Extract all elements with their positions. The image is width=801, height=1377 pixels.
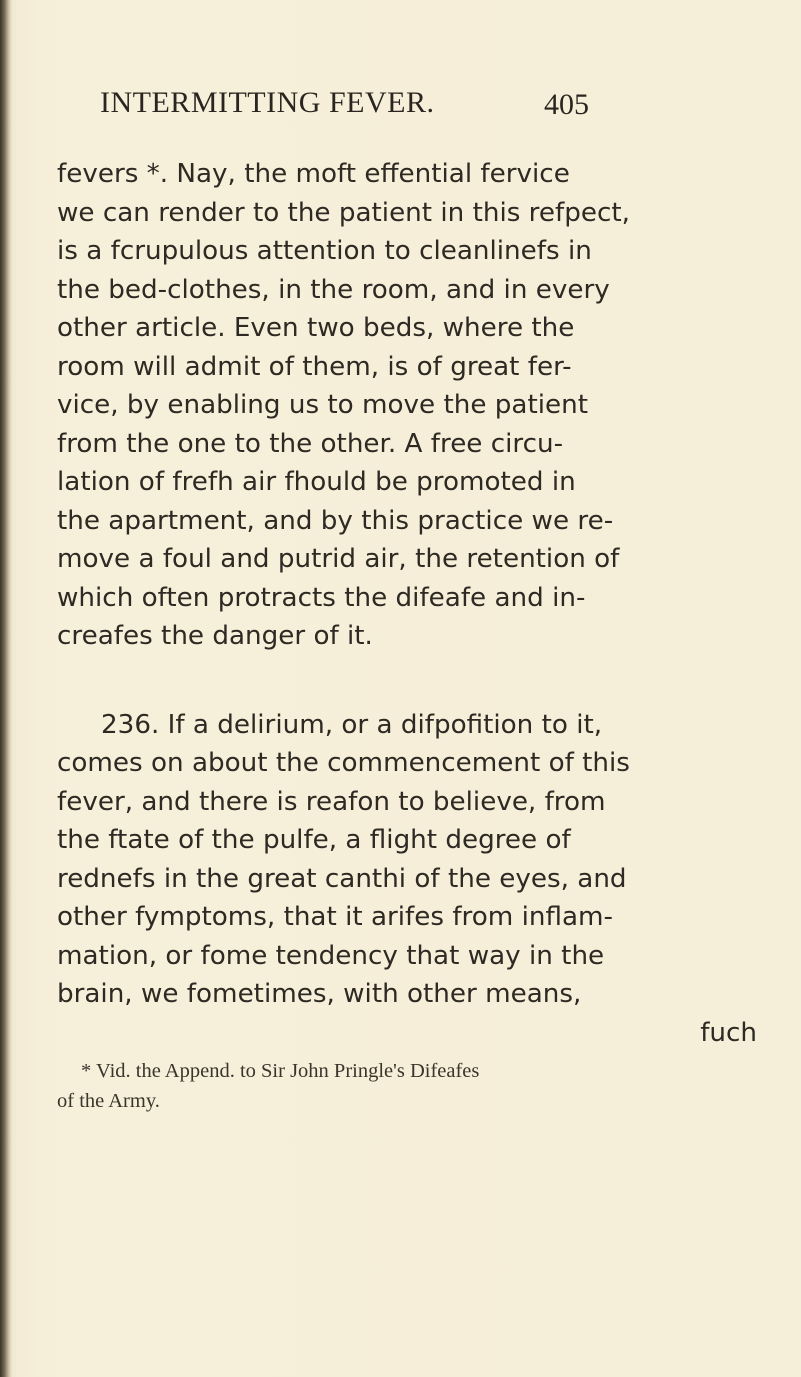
text-line: lation of frefh air fhould be promoted in (57, 467, 576, 497)
paragraph-gap (57, 656, 757, 706)
footnote (57, 1056, 757, 1116)
text-line: mation, or fome tendency that way in the (57, 940, 605, 971)
text-line: the apartment, and by this practice we re- (57, 505, 614, 536)
text-line: other article. Even two beds, where the (57, 313, 575, 343)
text-line: room will admit of them, is of great fer- (57, 351, 572, 382)
text-line: creafes the danger of it. (57, 621, 373, 651)
text-line: which often protracts the difeafe and in- (57, 582, 586, 613)
text-line: the bed-clothes, in the room, and in every (57, 274, 610, 305)
text-line: vice, by enabling us to move the patient (57, 390, 588, 420)
page-number: 405 (544, 88, 589, 121)
text-line: fevers *. Nay, the moft effential fervice (57, 159, 570, 189)
text-line: comes on about the commencement of this (57, 748, 630, 778)
text-line: other fymptoms, that it arifes from inflam- (57, 902, 613, 932)
running-head: INTERMITTING FEVER. (100, 86, 435, 119)
text-line: rednefs in the great canthi of the eyes, and (57, 863, 627, 894)
body-text (57, 155, 757, 1052)
footnote-line: of the Army. (57, 1090, 160, 1112)
text-line: fever, and there is reafon to believe, from (57, 786, 606, 817)
footnote-line: * Vid. the Append. to Sir John Pringle's Difeafes (81, 1060, 480, 1082)
text-line: the ftate of the pulfe, a flight degree of (57, 825, 571, 855)
text-line: from the one to the other. A free circu- (57, 428, 564, 459)
catchword: fuch (700, 1017, 757, 1048)
text-line: 236. If a delirium, or a difpofition to it, (101, 709, 603, 740)
text-line: move a foul and putrid air, the retention of (57, 544, 620, 574)
text-line: we can render to the patient in this refpect, (57, 197, 630, 228)
page-gutter-edge (0, 0, 12, 1377)
text-line: is a fcrupulous attention to cleanlinefs in (57, 236, 592, 266)
text-line: brain, we fometimes, with other means, (57, 979, 582, 1009)
